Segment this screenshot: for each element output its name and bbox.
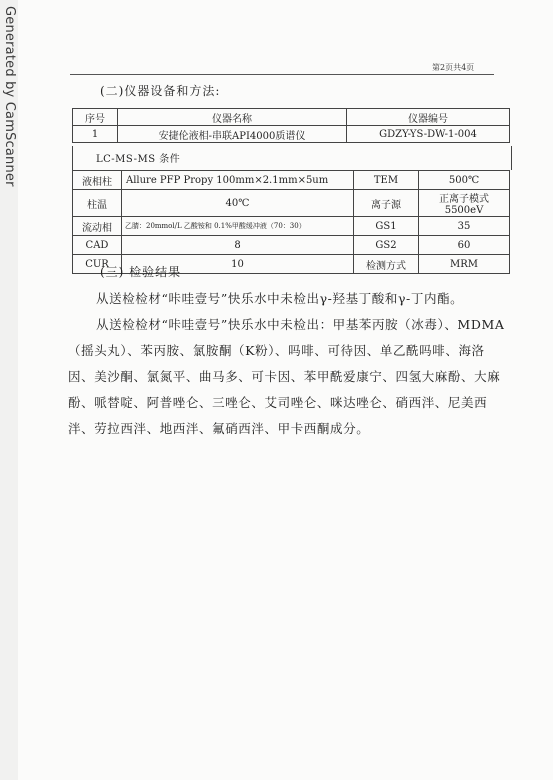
table-cell: 柱温 [73,190,122,217]
instrument-table [72,108,510,143]
section-title-instruments: (二)仪器设备和方法: [100,84,221,98]
table-row [73,190,510,217]
table-cell: CUR [73,255,122,274]
table-row [73,236,510,255]
table-cell: 流动相 [73,217,122,236]
table-cell: Allure PFP Propy 100mm×2.1mm×5um [122,171,354,190]
header-cell: 序号 [73,109,118,126]
conditions-table [72,170,510,274]
table-cell: 10 [122,255,354,274]
table-cell: 正离子模式 5500eV [419,190,510,217]
table-cell: 40℃ [122,190,354,217]
table-cell: 60 [419,236,510,255]
table-cell: TEM [354,171,419,190]
table-cell: 液相柱 [73,171,122,190]
table-cell: 35 [419,217,510,236]
table-cell: 安捷伦液相-串联API4000质谱仪 [118,126,347,143]
table-row [73,171,510,190]
table-cell: GS1 [354,217,419,236]
table-cell: MRM [419,255,510,274]
table-cell: 1 [73,126,118,143]
result-paragraph-1: 从送检检材“咔哇壹号”快乐水中未检出γ-羟基丁酸和γ-丁内酯。 [96,291,464,306]
table-cell: GDZY-YS-DW-1-004 [347,126,510,143]
instrument-table-header [73,109,510,126]
table-cell: 8 [122,236,354,255]
page-number: 第2页共4页 [432,63,475,72]
table-row [73,126,510,143]
lcms-label: LC-MS-MS 条件 [96,154,181,165]
header-rule [70,74,494,75]
table-cell: CAD [73,236,122,255]
scanner-watermark: Generated by CamScanner [2,6,17,187]
table-cell: 检测方式 [354,255,419,274]
table-cell: 离子源 [354,190,419,217]
section-title-results: (三) 检验结果 [100,265,182,279]
table-row [73,217,510,236]
header-cell: 仪器编号 [347,109,510,126]
table-cell: 500℃ [419,171,510,190]
result-paragraph-2: 从送检检材“咔哇壹号”快乐水中未检出：甲基苯丙胺（冰毒）、MDMA（摇头丸）、苯丙胺、氯胺酮（K粉）、吗啡、可待因、单乙酰吗啡、海洛因、美沙酮、氯氮平、曲马多、可卡因、苯甲酰爱康宁、四氢大麻酚、大麻酚、哌替啶、阿普唑仑、三唑仑、艾司唑仑、咪达唑仑、硝西泮、尼美西泮、劳拉西泮、地西泮、氟硝西泮、甲卡西酮成分。 [68,317,505,436]
header-cell: 仪器名称 [118,109,347,126]
table-cell: 乙腈：20mmol/L 乙酸铵和 0.1%甲酸缓冲液（70：30） [122,217,354,236]
table-cell: GS2 [354,236,419,255]
